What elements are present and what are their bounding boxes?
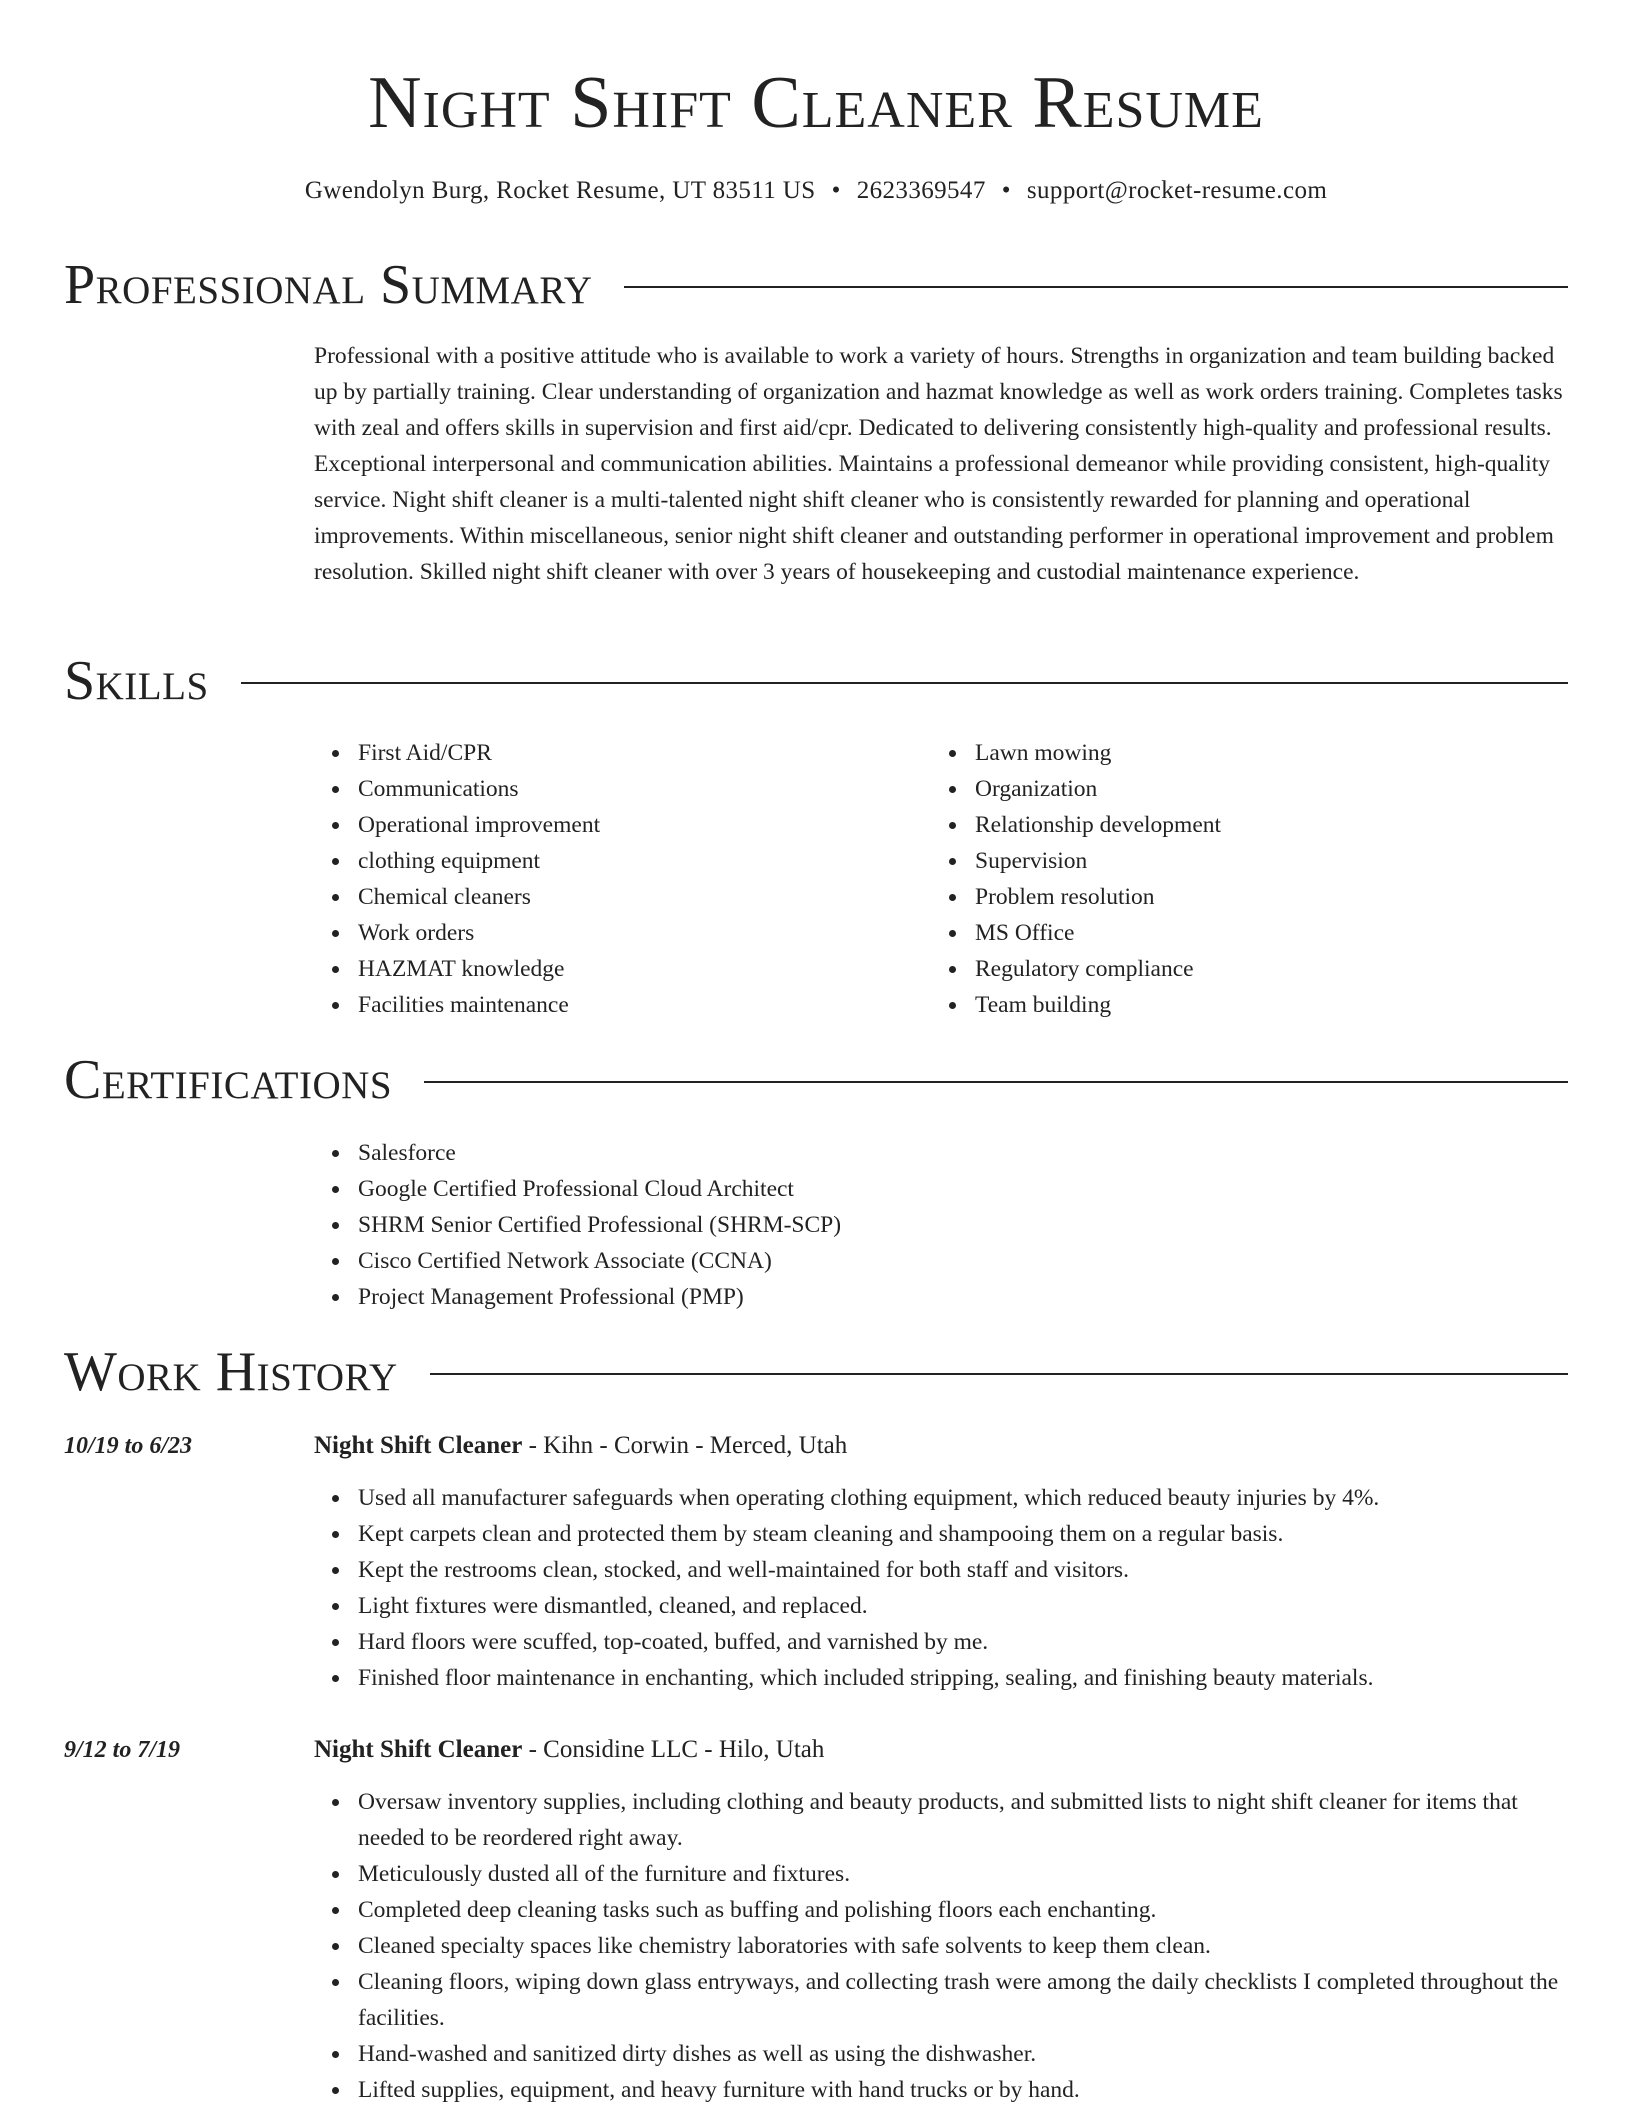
- job-duty-item: Cleaning floors, wiping down glass entryways, and collecting trash were among the daily checklists I completed throughout the facilities.: [358, 1964, 1568, 2036]
- skills-column-left: [314, 735, 931, 1023]
- skill-item: Relationship development: [975, 807, 1548, 843]
- skills-column-right: [931, 735, 1548, 1023]
- job-employer-location: - Kihn - Corwin - Merced, Utah: [522, 1432, 848, 1459]
- job-duty-item: Lifted supplies, equipment, and heavy furniture with hand trucks or by hand.: [358, 2072, 1568, 2108]
- skills-list: [314, 735, 1568, 1023]
- job-duty-item: Used all manufacturer safeguards when operating clothing equipment, which reduced beauty injuries by 4%.: [358, 1480, 1568, 1516]
- skill-item: Organization: [975, 771, 1548, 807]
- section-divider: [241, 682, 1568, 684]
- work-history-section-header: [64, 1340, 1568, 1404]
- job-title: Night Shift Cleaner: [314, 1432, 523, 1459]
- job-duty-item: Meticulously dusted all of the furniture and fixtures.: [358, 1856, 1568, 1892]
- job-employer-location: - Considine LLC - Hilo, Utah: [522, 1736, 825, 1763]
- skill-item: Communications: [358, 771, 931, 807]
- skill-item: First Aid/CPR: [358, 735, 931, 771]
- certification-item: Project Management Professional (PMP): [358, 1279, 1568, 1315]
- skill-item: Lawn mowing: [975, 735, 1548, 771]
- job-duties: [314, 1784, 1568, 2108]
- certification-item: Salesforce: [358, 1135, 1568, 1171]
- section-divider: [424, 1081, 1568, 1083]
- section-divider: [430, 1373, 1568, 1375]
- job-duties: [314, 1480, 1568, 1696]
- job-duty-item: Completed deep cleaning tasks such as buffing and polishing floors each enchanting.: [358, 1892, 1568, 1928]
- contact-separator: •: [831, 177, 841, 204]
- certification-item: Cisco Certified Network Associate (CCNA): [358, 1243, 1568, 1279]
- job-dates: 10/19 to 6/23: [64, 1433, 193, 1459]
- skill-item: Operational improvement: [358, 807, 931, 843]
- contact-separator: •: [1001, 177, 1011, 204]
- skills-section-header: [64, 649, 1568, 713]
- job-duty-item: Hand-washed and sanitized dirty dishes as well as using the dishwasher.: [358, 2036, 1568, 2072]
- contact-line: [0, 174, 1632, 208]
- job-duty-item: Light fixtures were dismantled, cleaned, and replaced.: [358, 1588, 1568, 1624]
- certifications-section-header: [64, 1048, 1568, 1112]
- skill-item: Chemical cleaners: [358, 879, 931, 915]
- job-heading: [314, 1732, 1568, 1768]
- job-title: Night Shift Cleaner: [314, 1736, 523, 1763]
- summary-section-header: [64, 253, 1568, 317]
- work-history-heading: Work History: [64, 1341, 398, 1403]
- job-heading: [314, 1428, 1568, 1464]
- job-duty-item: Kept the restrooms clean, stocked, and well-maintained for both staff and visitors.: [358, 1552, 1568, 1588]
- resume-title: Night Shift Cleaner Resume: [368, 62, 1264, 144]
- skill-item: Regulatory compliance: [975, 951, 1548, 987]
- summary-heading: Professional Summary: [64, 254, 593, 316]
- job-duty-item: Oversaw inventory supplies, including clothing and beauty products, and submitted lists to night shift cleaner for items that needed to be reordered right away.: [358, 1784, 1568, 1856]
- skill-item: Supervision: [975, 843, 1548, 879]
- job-duty-item: Kept carpets clean and protected them by steam cleaning and shampooing them on a regular basis.: [358, 1516, 1568, 1552]
- certification-item: SHRM Senior Certified Professional (SHRM-SCP): [358, 1207, 1568, 1243]
- skills-heading: Skills: [64, 650, 209, 712]
- contact-phone: 2623369547: [856, 177, 986, 204]
- job-duty-item: Hard floors were scuffed, top-coated, buffed, and varnished by me.: [358, 1624, 1568, 1660]
- skill-item: Work orders: [358, 915, 931, 951]
- certifications-heading: Certifications: [64, 1049, 393, 1111]
- skill-item: Problem resolution: [975, 879, 1548, 915]
- certification-item: Google Certified Professional Cloud Architect: [358, 1171, 1568, 1207]
- contact-email: support@rocket-resume.com: [1026, 177, 1328, 204]
- contact-address: Gwendolyn Burg, Rocket Resume, UT 83511 US: [304, 177, 816, 204]
- skill-item: Facilities maintenance: [358, 987, 931, 1023]
- section-divider: [624, 286, 1568, 288]
- summary-text: Professional with a positive attitude who is available to work a variety of hours. Strengths in organization and team building backed up by partially training. Clear understanding of organization and hazmat knowledge as well as work orders training. Completes tasks with zeal and offers skills in supervision and first aid/cpr. Dedicated to delivering consistently high-quality and professional results. Exceptional interpersonal and communication abilities. Maintains a professional demeanor while providing consistent, high-quality service. Night shift cleaner is a multi-talented night shift cleaner who is consistently rewarded for planning and operational improvements. Within miscellaneous, senior night shift cleaner and outstanding performer in operational improvement and problem resolution. Skilled night shift cleaner with over 3 years of housekeeping and custodial maintenance experience.: [314, 343, 1563, 585]
- skill-item: Team building: [975, 987, 1548, 1023]
- skill-item: HAZMAT knowledge: [358, 951, 931, 987]
- skill-item: MS Office: [975, 915, 1548, 951]
- job-duty-item: Cleaned specialty spaces like chemistry laboratories with safe solvents to keep them clean.: [358, 1928, 1568, 1964]
- certifications-list: [314, 1135, 1568, 1315]
- job-dates: 9/12 to 7/19: [64, 1737, 181, 1763]
- job-duty-item: Finished floor maintenance in enchanting, which included stripping, sealing, and finishing beauty materials.: [358, 1660, 1568, 1696]
- skill-item: clothing equipment: [358, 843, 931, 879]
